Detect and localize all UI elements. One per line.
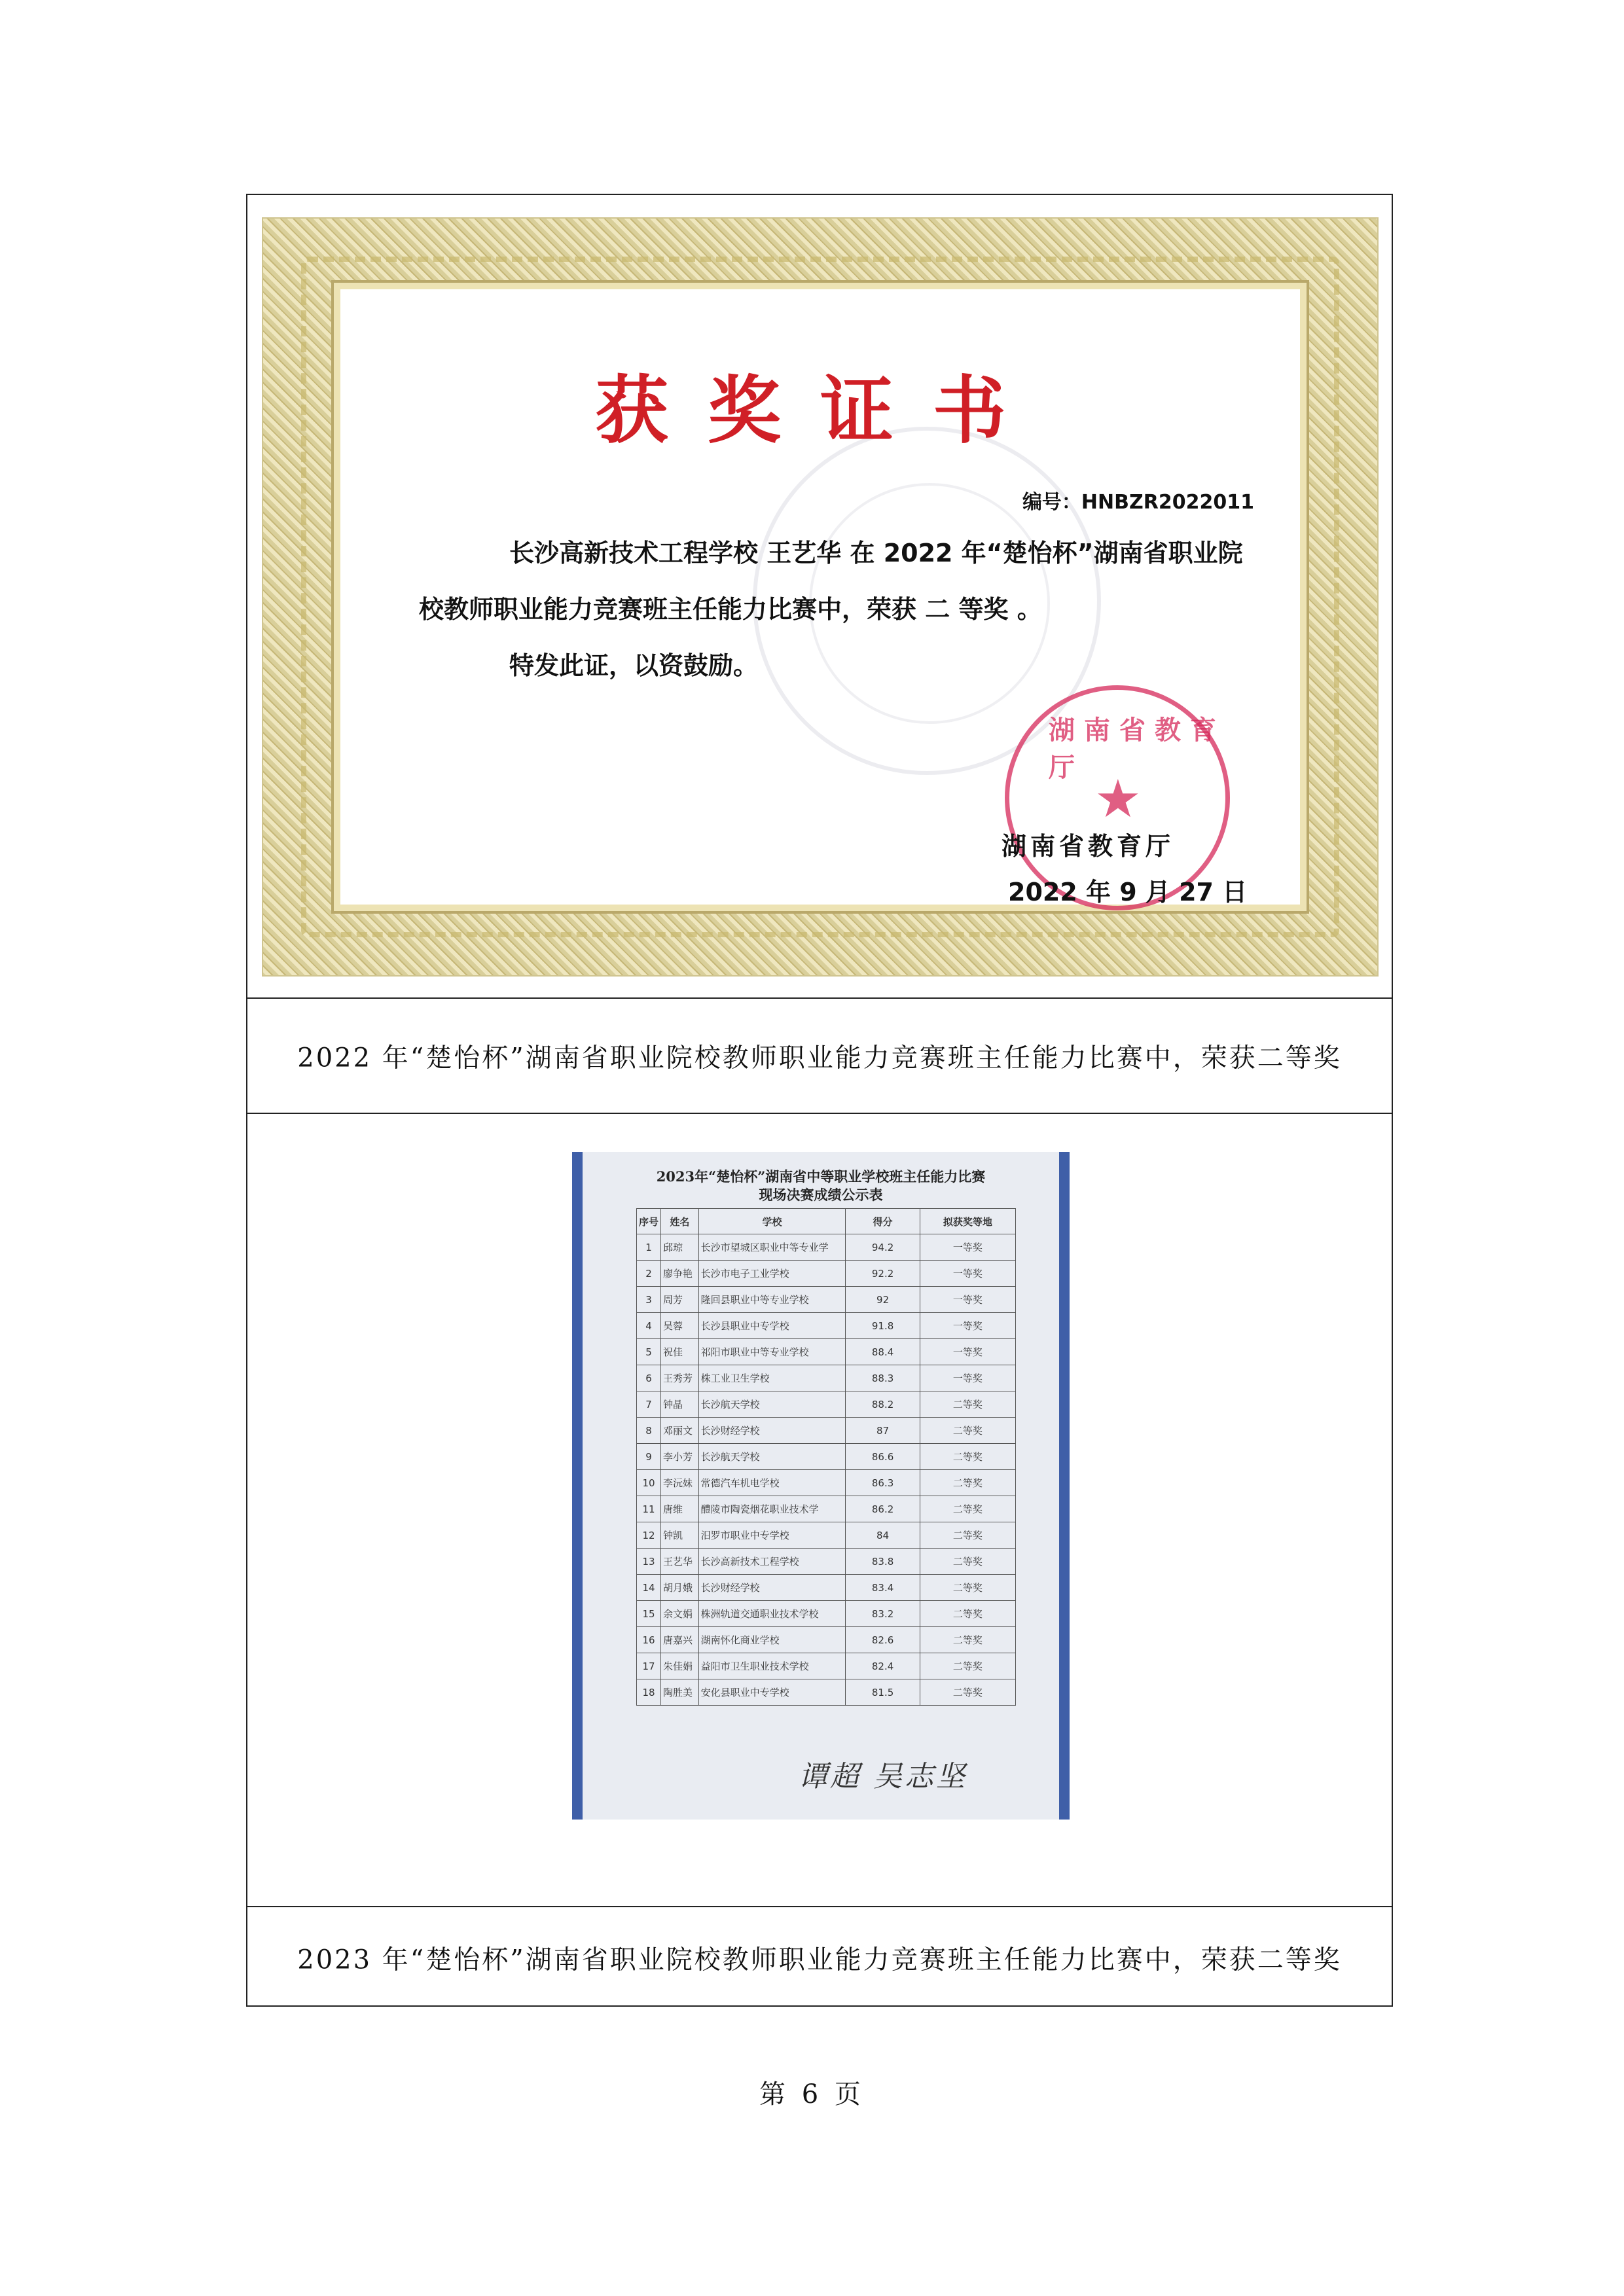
table-cell: 10 [637, 1470, 661, 1496]
table-cell: 11 [637, 1496, 661, 1522]
table-cell: 12 [637, 1522, 661, 1549]
table-cell: 安化县职业中专学校 [698, 1679, 846, 1706]
table-cell: 92 [846, 1287, 920, 1313]
table-cell: 一等奖 [920, 1365, 1015, 1391]
table-cell: 84 [846, 1522, 920, 1549]
table-cell: 88.4 [846, 1339, 920, 1365]
table-cell: 二等奖 [920, 1496, 1015, 1522]
table-row [637, 1575, 1016, 1601]
table-cell: 钟凯 [661, 1522, 699, 1549]
table-cell: 钟晶 [661, 1391, 699, 1418]
certificate-date: 2022 年 9 月 27 日 [1008, 878, 1248, 906]
results-title [583, 1168, 1059, 1204]
header-cell: 拟获奖等地 [920, 1209, 1015, 1234]
table-row [637, 1470, 1016, 1496]
table-cell: 88.2 [846, 1391, 920, 1418]
table-cell: 86.6 [846, 1444, 920, 1470]
table-cell: 长沙航天学校 [698, 1391, 846, 1418]
table-cell: 81.5 [846, 1679, 920, 1706]
table-cell: 7 [637, 1391, 661, 1418]
table-cell: 醴陵市陶瓷烟花职业技术学 [698, 1496, 846, 1522]
table-cell: 82.6 [846, 1627, 920, 1653]
table-cell: 余文娟 [661, 1601, 699, 1627]
table-cell: 8 [637, 1418, 661, 1444]
table-cell: 82.4 [846, 1653, 920, 1679]
table-row [637, 1339, 1016, 1365]
results-table [636, 1208, 1016, 1706]
results-body [637, 1234, 1016, 1706]
table-cell: 二等奖 [920, 1444, 1015, 1470]
table-cell: 二等奖 [920, 1470, 1015, 1496]
table-cell: 长沙航天学校 [698, 1444, 846, 1470]
table-cell: 王艺华 [661, 1549, 699, 1575]
table-row [637, 1601, 1016, 1627]
results-title-line: 2023年“楚怡杯”湖南省中等职业学校班主任能力比赛 [656, 1168, 986, 1185]
table-cell: 94.2 [846, 1234, 920, 1261]
table-cell: 吴蓉 [661, 1313, 699, 1339]
table-cell: 4 [637, 1313, 661, 1339]
table-cell: 13 [637, 1549, 661, 1575]
header-cell: 学校 [698, 1209, 846, 1234]
table-cell: 87 [846, 1418, 920, 1444]
table-cell: 一等奖 [920, 1313, 1015, 1339]
table-cell: 16 [637, 1627, 661, 1653]
caption-cell [247, 997, 1392, 1113]
table-row [637, 1365, 1016, 1391]
table-cell: 86.3 [846, 1470, 920, 1496]
table-cell: 周芳 [661, 1287, 699, 1313]
table-row [637, 1287, 1016, 1313]
table-cell: 一等奖 [920, 1287, 1015, 1313]
table-row [637, 1261, 1016, 1287]
header-cell: 姓名 [661, 1209, 699, 1234]
table-cell: 益阳市卫生职业技术学校 [698, 1653, 846, 1679]
results-sheet [583, 1152, 1059, 1820]
signature-image: 谭超 吴志坚 [799, 1760, 967, 1793]
official-seal-text: 湖南省教育厅 [1049, 715, 1225, 783]
certificate-body-line: 校教师职业能力竞赛班主任能力比赛中，荣获 二 等奖 。 [419, 595, 1042, 624]
table-cell: 朱佳娟 [661, 1653, 699, 1679]
page-number: 第 6 页 [759, 2079, 865, 2109]
table-cell: 长沙财经学校 [698, 1575, 846, 1601]
caption-second: 2023 年“楚怡杯”湖南省职业院校教师职业能力竞赛班主任能力比赛中，荣获二等奖 [297, 1945, 1342, 1975]
table-cell: 二等奖 [920, 1679, 1015, 1706]
table-cell: 株工业卫生学校 [698, 1365, 846, 1391]
table-cell: 株洲轨道交通职业技术学校 [698, 1601, 846, 1627]
results-header-row [637, 1209, 1016, 1234]
table-cell: 邱琼 [661, 1234, 699, 1261]
table-cell: 86.2 [846, 1496, 920, 1522]
table-cell: 一等奖 [920, 1339, 1015, 1365]
results-photo [572, 1152, 1070, 1820]
table-cell: 王秀芳 [661, 1365, 699, 1391]
header-cell: 序号 [637, 1209, 661, 1234]
document-table [246, 194, 1393, 2007]
table-cell: 汨罗市职业中专学校 [698, 1522, 846, 1549]
table-cell: 长沙市电子工业学校 [698, 1261, 846, 1287]
table-cell: 常德汽车机电学校 [698, 1470, 846, 1496]
results-cell [247, 1113, 1392, 1906]
certificate-title: 获奖证书 [595, 368, 1045, 454]
table-cell: 二等奖 [920, 1549, 1015, 1575]
table-row [637, 1522, 1016, 1549]
table-cell: 二等奖 [920, 1522, 1015, 1549]
table-cell: 祁阳市职业中等专业学校 [698, 1339, 846, 1365]
table-row [637, 1679, 1016, 1706]
table-cell: 二等奖 [920, 1575, 1015, 1601]
table-cell: 14 [637, 1575, 661, 1601]
table-cell: 二等奖 [920, 1391, 1015, 1418]
certificate-image [262, 217, 1379, 977]
table-cell: 长沙县职业中专学校 [698, 1313, 846, 1339]
table-cell: 一等奖 [920, 1234, 1015, 1261]
table-cell: 91.8 [846, 1313, 920, 1339]
table-cell: 5 [637, 1339, 661, 1365]
caption-cell [247, 1906, 1392, 2008]
table-row [637, 1391, 1016, 1418]
table-cell: 92.2 [846, 1261, 920, 1287]
table-row [637, 1653, 1016, 1679]
certificate-body [419, 525, 1261, 694]
table-cell: 二等奖 [920, 1627, 1015, 1653]
table-cell: 2 [637, 1261, 661, 1287]
table-row [637, 1627, 1016, 1653]
table-cell: 长沙市望城区职业中等专业学 [698, 1234, 846, 1261]
table-row [637, 1444, 1016, 1470]
table-cell: 李沅妹 [661, 1470, 699, 1496]
table-cell: 长沙财经学校 [698, 1418, 846, 1444]
table-cell: 唐嘉兴 [661, 1627, 699, 1653]
table-cell: 胡月娥 [661, 1575, 699, 1601]
table-cell: 唐维 [661, 1496, 699, 1522]
table-cell: 隆回县职业中等专业学校 [698, 1287, 846, 1313]
table-cell: 1 [637, 1234, 661, 1261]
table-cell: 17 [637, 1653, 661, 1679]
table-cell: 9 [637, 1444, 661, 1470]
table-cell: 18 [637, 1679, 661, 1706]
caption-first: 2022 年“楚怡杯”湖南省职业院校教师职业能力竞赛班主任能力比赛中，荣获二等奖 [297, 1043, 1342, 1073]
table-cell: 二等奖 [920, 1653, 1015, 1679]
table-cell: 邓丽文 [661, 1418, 699, 1444]
table-cell: 廖争艳 [661, 1261, 699, 1287]
table-cell: 二等奖 [920, 1418, 1015, 1444]
table-cell: 李小芳 [661, 1444, 699, 1470]
table-cell: 祝佳 [661, 1339, 699, 1365]
certificate-paper [340, 289, 1300, 905]
table-cell: 陶胜美 [661, 1679, 699, 1706]
certificate-body-line: 长沙高新技术工程学校 王艺华 在 2022 年“楚怡杯”湖南省职业院 [509, 539, 1243, 567]
seal-star-icon: ★ [1094, 768, 1142, 829]
table-cell: 83.2 [846, 1601, 920, 1627]
table-cell: 6 [637, 1365, 661, 1391]
table-cell: 长沙高新技术工程学校 [698, 1549, 846, 1575]
table-row [637, 1418, 1016, 1444]
table-cell: 二等奖 [920, 1601, 1015, 1627]
table-cell: 3 [637, 1287, 661, 1313]
table-cell: 88.3 [846, 1365, 920, 1391]
table-row [637, 1549, 1016, 1575]
results-title-line: 现场决赛成绩公示表 [759, 1187, 883, 1203]
table-cell: 一等奖 [920, 1261, 1015, 1287]
table-row [637, 1313, 1016, 1339]
certificate-issuer: 湖南省教育厅 [1001, 832, 1175, 861]
table-cell: 湖南怀化商业学校 [698, 1627, 846, 1653]
certificate-number: 编号：HNBZR2022011 [1022, 491, 1254, 514]
table-cell: 15 [637, 1601, 661, 1627]
certificate-cell [247, 195, 1392, 997]
table-row [637, 1234, 1016, 1261]
table-row [637, 1496, 1016, 1522]
table-cell: 83.8 [846, 1549, 920, 1575]
certificate-body-line: 特发此证，以资鼓励。 [509, 651, 759, 680]
table-cell: 83.4 [846, 1575, 920, 1601]
header-cell: 得分 [846, 1209, 920, 1234]
